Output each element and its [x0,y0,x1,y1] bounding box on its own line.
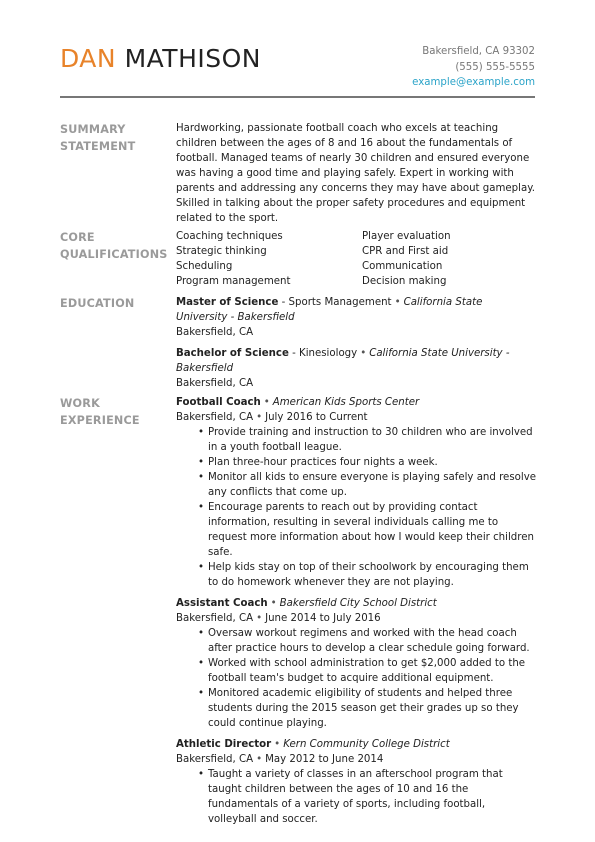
section-label-education: EDUCATION [60,297,135,310]
education-line: Master of Science - Sports Management • California State University - Bakersfield [176,297,483,323]
separator: • [263,397,270,408]
separator: • [256,613,263,624]
separator: • [394,297,401,308]
education-location: Bakersfield, CA [176,378,254,389]
header-divider [60,96,535,98]
job-bullet: • Provide training and instruction to 30 children who are involved in a youth football league. [198,425,536,455]
qualification-item: Scheduling [176,261,233,272]
job-entry [176,395,536,590]
summary-text: Hardworking, passionate football coach who excels at teaching children between the ages of 8 and 16 about the fundamentals of football. Managed teams of nearly 30 children and ensured everyone was having a good time and playing safely. Expert in working with parents and addressing any concerns they may have about gameplay. Skilled in talking about the proper safety procedures and equipment related to the sport. [176,123,536,224]
job-entry [176,596,536,731]
job-location: Bakersfield, CA [176,754,254,765]
job-bullet: • Encourage parents to reach out by providing contact information, resulting in several individuals calling me to request more information about how I would keep their children safe. [198,500,536,560]
job-bullet: • Worked with school administration to get $2,000 added to the football team's budget to acquire additional equipment. [198,656,536,686]
school: California State University - Bakersfield [176,297,483,323]
contact-email[interactable]: example@example.com [412,77,535,88]
separator: • [256,754,263,765]
experience-body [176,395,536,833]
degree: Bachelor of Science [176,348,289,359]
contact-phone: (555) 555-5555 [455,61,535,73]
resume-header [60,42,535,94]
education-location: Bakersfield, CA [176,327,254,338]
employer: Kern Community College District [283,739,450,750]
job-location: Bakersfield, CA [176,412,254,423]
employer: Bakersfield City School District [279,598,437,609]
job-bullet: • Help kids stay on top of their schoolwork by encouraging them to do homework whenever they are not playing. [198,560,536,590]
field: Kinesiology [299,348,358,359]
job-heading [176,737,536,752]
education-body [176,295,536,397]
separator: • [256,412,263,423]
job-bullets [176,767,536,827]
first-name: DAN [60,44,117,73]
job-dates: May 2012 to June 2014 [265,754,384,765]
job-bullet: • Oversaw workout regimens and worked with the head coach after practice hours to develop a clear schedule going forward. [198,626,536,656]
degree: Master of Science [176,297,279,308]
section-label-qualifications: CORE QUALIFICATIONS [60,231,168,261]
job-bullets [176,626,536,731]
job-meta [176,611,536,626]
job-dates: June 2014 to July 2016 [265,613,381,624]
job-location: Bakersfield, CA [176,613,254,624]
qualification-item: Communication [362,261,443,272]
section-label-experience: WORK EXPERIENCE [60,397,140,427]
job-title: Assistant Coach [176,598,268,609]
school: California State University - Bakersfield [176,348,510,374]
job-meta [176,410,536,425]
qualifications-grid [176,229,536,289]
qualification-item: CPR and First aid [362,246,449,257]
contact-city: Bakersfield, CA 93302 [422,46,535,57]
education-item [176,346,536,391]
employer: American Kids Sports Center [272,397,420,408]
job-heading [176,596,536,611]
education-item [176,295,536,340]
contact-info [412,44,535,91]
job-bullets [176,425,536,590]
job-heading [176,395,536,410]
field: Sports Management [288,297,392,308]
qualification-item: Player evaluation [362,231,451,242]
separator: • [360,348,367,359]
candidate-name [60,42,261,76]
last-name: MATHISON [124,44,261,73]
job-title: Athletic Director [176,739,272,750]
job-entry [176,737,536,827]
job-bullet: • Monitored academic eligibility of students and helped three students during the 2015 season get their grades up so they could continue playing. [198,686,536,731]
qualification-item: Strategic thinking [176,246,267,257]
job-meta [176,752,536,767]
section-label-summary: SUMMARY STATEMENT [60,123,136,153]
job-title: Football Coach [176,397,261,408]
job-bullet: • Monitor all kids to ensure everyone is playing safely and resolve any conflicts that come up. [198,470,536,500]
qualification-item: Coaching techniques [176,231,283,242]
summary-body [176,121,536,226]
education-line: Bachelor of Science - Kinesiology • California State University - Bakersfield [176,348,510,374]
separator: • [270,598,277,609]
separator: • [274,739,281,750]
job-bullet: • Plan three-hour practices four nights a week. [198,455,536,470]
qualification-item: Decision making [362,276,447,287]
qualification-item: Program management [176,276,291,287]
job-bullet: • Taught a variety of classes in an afterschool program that taught children between the ages of 10 and 16 the fundamentals of a variety of sports, including football, volleyball and soccer. [198,767,536,827]
job-dates: July 2016 to Current [265,412,368,423]
